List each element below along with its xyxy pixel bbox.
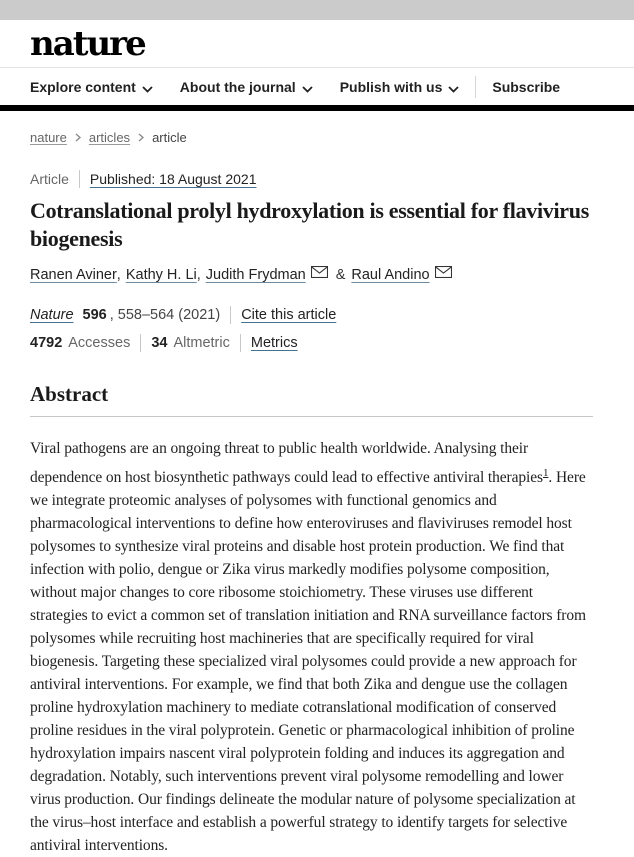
chevron-down-icon <box>448 80 459 96</box>
abstract-heading: Abstract <box>30 382 109 406</box>
nav-subscribe[interactable]: Subscribe <box>492 78 561 95</box>
nav-about-the-journal-label: About the journal <box>179 78 296 95</box>
published-date-link[interactable]: Published: 18 August 2021 <box>89 171 257 187</box>
nav-explore-content-label: Explore content <box>30 78 136 95</box>
author-separator: , <box>196 267 201 283</box>
chevron-down-icon <box>302 80 313 96</box>
citation-pages: , 558–564 (2021) <box>109 307 221 323</box>
nature-logo[interactable]: nature <box>30 24 145 64</box>
main-nav <box>0 67 634 105</box>
abstract-text-part2: . Here we integrate proteomic analyses of polysomes with functional genomics and pharmacological interventions to define how enteroviruses and flaviviruses remodel host polysomes to synthesize viral proteins and disable host protein production. We find that infection with polio, dengue or Zika virus markedly modifies polysome composition, without major changes to core ribosome stoichiometry. These viruses use different strategies to evict a common set of translation initiation and RNA surveillance factors from polysomes while recruiting host machineries that are specifically required for viral biogenesis. Targeting these specialized viral polysomes could provide a new approach for antiviral interventions. For example, we find that both Zika and dengue use the collagen proline hydroxylation machinery to mediate cotranslational modification of conserved proline residues in the viral polyprotein. Genetic or pharmacological inhibition of proline hydroxylation impairs nascent viral polyprotein folding and induces its aggregation and degradation. Notably, such interventions prevent viral polysome remodelling and lower virus production. Our findings delineate the modular nature of polysome specialization at the virus–host interface and establish a powerful strategy to identify targets for selective antiviral interventions. <box>30 469 586 855</box>
email-icon[interactable] <box>435 266 452 282</box>
author-list <box>30 267 593 283</box>
journal-accent-bar <box>0 105 634 111</box>
abstract-rule <box>30 416 593 417</box>
chevron-right-icon <box>138 130 144 145</box>
metrics-divider <box>240 334 241 352</box>
accesses-label: Accesses <box>68 335 131 351</box>
meta-divider <box>79 170 80 188</box>
site-header <box>0 20 634 105</box>
nav-publish-with-us-label: Publish with us <box>339 78 443 95</box>
breadcrumb-articles[interactable]: articles <box>88 129 131 145</box>
breadcrumb-article-current: article <box>152 129 187 145</box>
abstract-text <box>30 437 593 857</box>
nav-explore-content[interactable] <box>30 78 153 96</box>
author-ampersand: & <box>335 267 346 283</box>
metrics-link[interactable]: Metrics <box>250 335 298 351</box>
author-separator: , <box>116 267 121 283</box>
author-link-kathy-h-li[interactable]: Kathy H. Li <box>125 267 197 283</box>
article-type-label: Article <box>30 171 69 187</box>
nav-divider <box>475 76 476 98</box>
citation-volume: 596 <box>82 307 107 323</box>
chevron-right-icon <box>75 130 81 145</box>
article-meta-row <box>30 170 593 188</box>
journal-link[interactable]: Nature <box>30 307 74 323</box>
altmetric-count: 34 <box>151 335 168 351</box>
citation-divider <box>230 306 231 324</box>
breadcrumb-nature[interactable]: nature <box>30 129 67 145</box>
nav-publish-with-us[interactable] <box>340 78 460 96</box>
chevron-down-icon <box>142 80 153 96</box>
metrics-divider <box>140 334 141 352</box>
cite-this-article-link[interactable]: Cite this article <box>241 307 337 323</box>
metrics-row <box>30 334 593 352</box>
altmetric-label: Altmetric <box>173 335 230 351</box>
article-title: Cotranslational prolyl hydroxylation is essential for flavivirus biogenesis <box>30 198 589 251</box>
citation-row <box>30 306 593 324</box>
abstract-text-part1: Viral pathogens are an ongoing threat to public health worldwide. Analysing their dependence on host biosynthetic pathways could lead to effective antiviral therapies <box>30 440 543 487</box>
article-page <box>0 129 634 857</box>
breadcrumb <box>30 129 593 145</box>
abstract-section <box>30 382 593 857</box>
accesses-count: 4792 <box>30 335 63 351</box>
top-strip <box>0 0 634 20</box>
author-link-ranen-aviner[interactable]: Ranen Aviner <box>30 267 117 283</box>
reference-1-link[interactable]: 1 <box>542 467 549 479</box>
email-icon[interactable] <box>311 266 328 282</box>
nav-about-the-journal[interactable] <box>180 78 313 96</box>
author-link-raul-andino[interactable]: Raul Andino <box>351 267 430 283</box>
author-link-judith-frydman[interactable]: Judith Frydman <box>205 267 306 283</box>
